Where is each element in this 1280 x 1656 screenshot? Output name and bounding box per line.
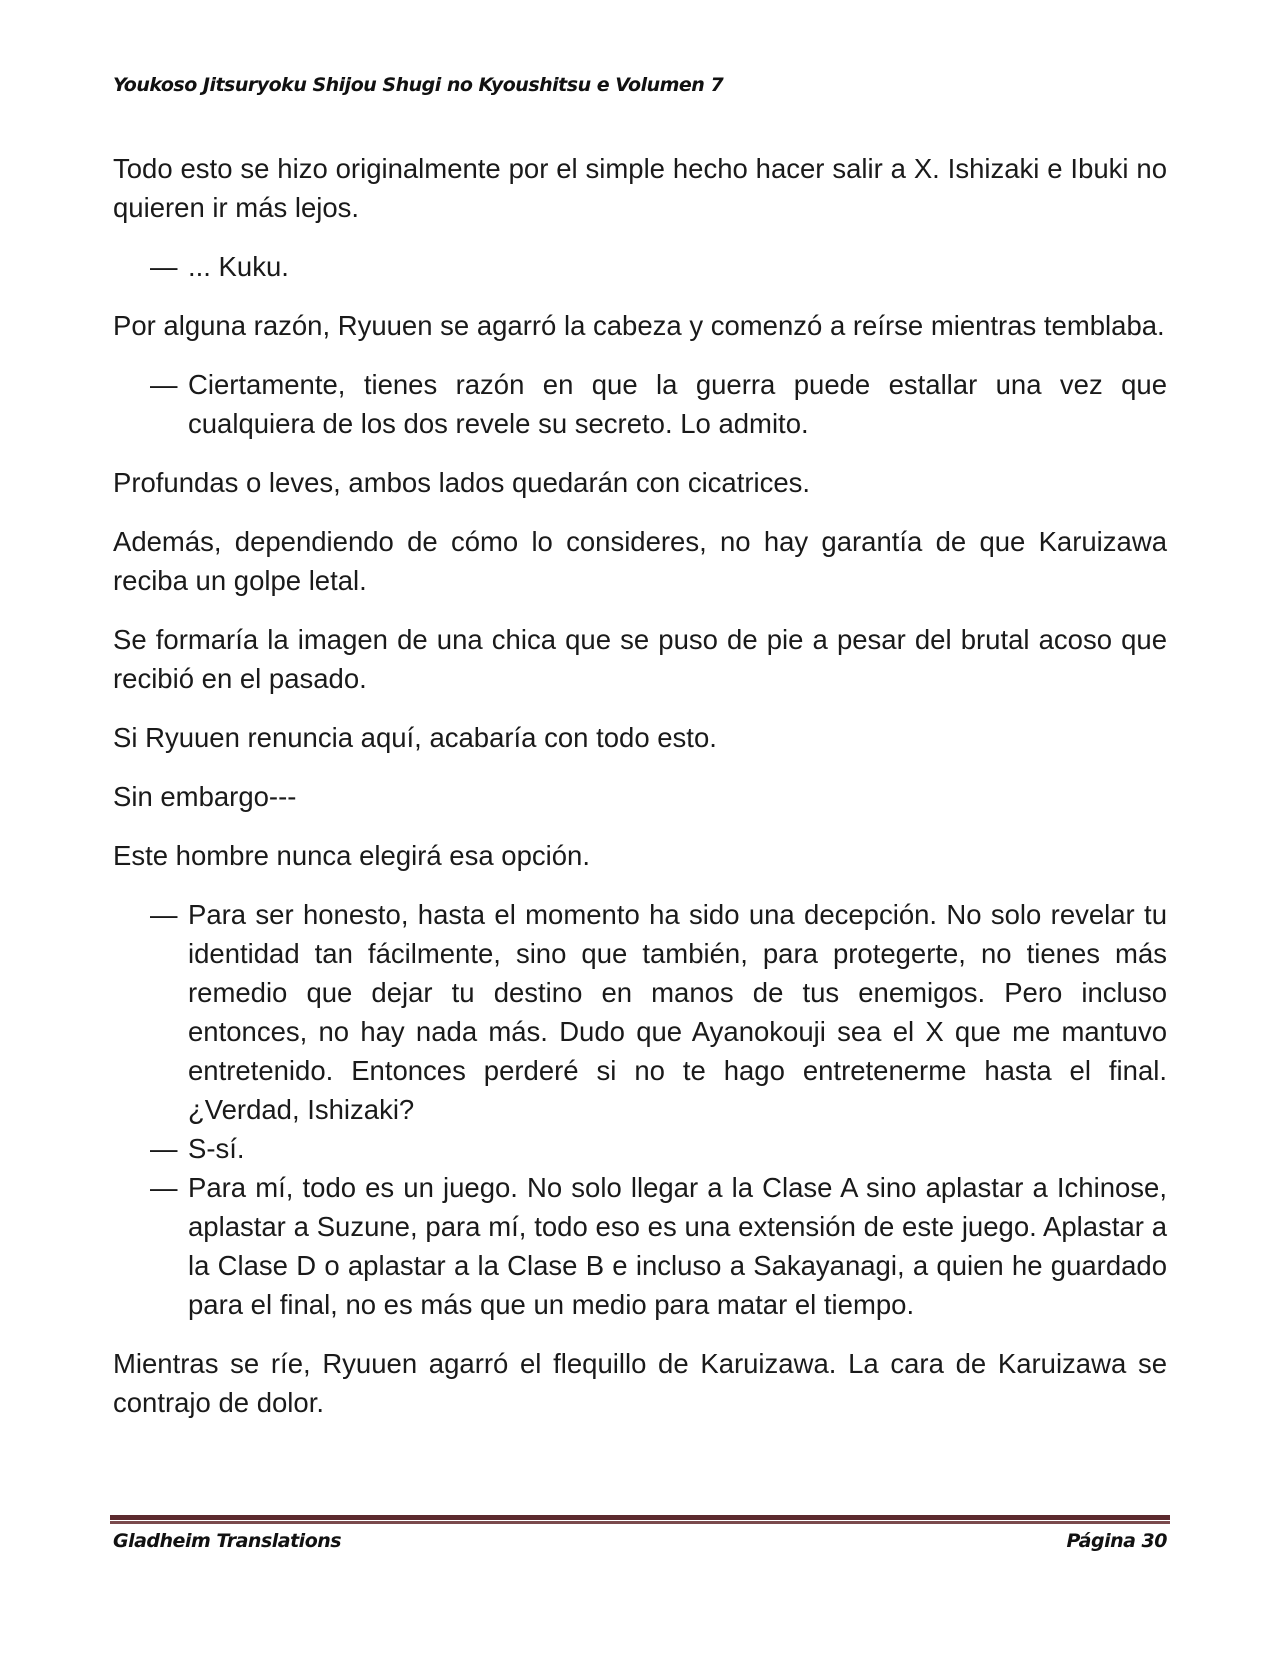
- em-dash: —: [150, 1133, 178, 1164]
- em-dash: —: [150, 251, 178, 282]
- dialogue-text: Para mí, todo es un juego. No solo llegar a la Clase A sino aplastar a Ichinose, aplastar a Suzune, para mí, todo eso es una extensión de este juego. Aplastar a la Clase D o aplastar a la Clase B e incluso a Sakayanagi, a quien he guardado para el final, no es más que un medio para matar el tiempo.: [188, 1172, 1167, 1320]
- dialogue-group: [113, 365, 1167, 443]
- dialogue-group: [113, 895, 1167, 1324]
- dialogue-text: Para ser honesto, hasta el momento ha sido una decepción. No solo revelar tu identidad tan fácilmente, sino que también, para protegerte, no tienes más remedio que dejar tu destino en manos de tus enemigos. Pero incluso entonces, no hay nada más. Dudo que Ayanokouji sea el X que me mantuvo entretenido. Entonces perderé si no te hago entretenerme hasta el final. ¿Verdad, Ishizaki?: [188, 899, 1167, 1125]
- paragraph: Todo esto se hizo originalmente por el simple hecho hacer salir a X. Ishizaki e Ibuki no quieren ir más lejos.: [113, 153, 1167, 223]
- dialogue-line: [113, 365, 1167, 443]
- dialogue-text: S-sí.: [188, 1133, 245, 1164]
- em-dash: —: [150, 369, 178, 400]
- dialogue-text: ... Kuku.: [188, 251, 289, 282]
- footer-rule: [110, 1515, 1170, 1521]
- paragraph: Este hombre nunca elegirá esa opción.: [113, 840, 590, 871]
- page-body: [113, 149, 1167, 1442]
- paragraph: Mientras se ríe, Ryuuen agarró el flequillo de Karuizawa. La cara de Karuizawa se contrajo de dolor.: [113, 1348, 1167, 1418]
- paragraph: Además, dependiendo de cómo lo consideres, no hay garantía de que Karuizawa reciba un golpe letal.: [113, 526, 1167, 596]
- paragraph: Sin embargo---: [113, 781, 297, 812]
- dialogue-line: [113, 1129, 1167, 1168]
- paragraph: Se formaría la imagen de una chica que se puso de pie a pesar del brutal acoso que recibió en el pasado.: [113, 624, 1167, 694]
- paragraph: Si Ryuuen renuncia aquí, acabaría con todo esto.: [113, 722, 717, 753]
- em-dash: —: [150, 1172, 178, 1203]
- paragraph: Profundas o leves, ambos lados quedarán con cicatrices.: [113, 467, 811, 498]
- em-dash: —: [150, 899, 178, 930]
- dialogue-text: Ciertamente, tienes razón en que la guerra puede estallar una vez que cualquiera de los dos revele su secreto. Lo admito.: [188, 369, 1167, 439]
- dialogue-line: [113, 895, 1167, 1129]
- running-header: Youkoso Jitsuryoku Shijou Shugi no Kyoushitsu e Volumen 7: [113, 74, 724, 96]
- page-number: Página 30: [1066, 1530, 1167, 1552]
- footer-translator: Gladheim Translations: [113, 1530, 342, 1552]
- dialogue-line: [113, 1168, 1167, 1324]
- dialogue-line: [113, 247, 1167, 286]
- paragraph: Por alguna razón, Ryuuen se agarró la cabeza y comenzó a reírse mientras temblaba.: [113, 310, 1165, 341]
- dialogue-group: [113, 247, 1167, 286]
